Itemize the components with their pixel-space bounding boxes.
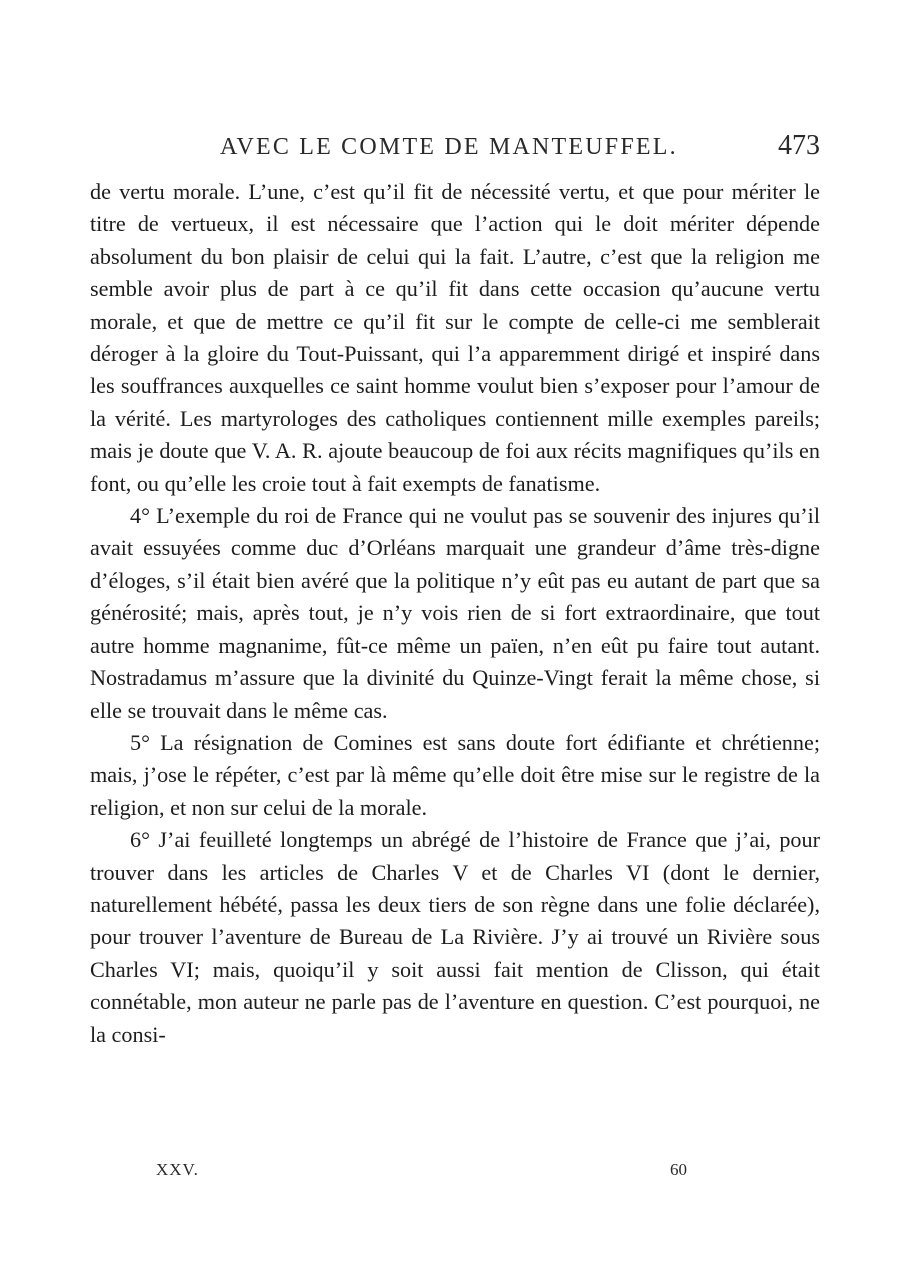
running-title: AVEC LE COMTE DE MANTEUFFEL. bbox=[220, 134, 678, 160]
paragraph-point-6: 6° J’ai feuilleté longtemps un abrégé de l’histoire de France que j’ai, pour trouver dans les articles de Charles V et de Charles VI (dont le dernier, naturellement hébété, passa les deux tiers de son règne dans une folie déclarée), pour trouver l’aventure de Bureau de La Rivière. J’y ai trouvé un Rivière sous Charles VI; mais, quoiqu’il y soit aussi fait mention de Clisson, qui était connétable, mon auteur ne parle pas de l’aventure en question. C’est pourquoi, ne la consi- bbox=[90, 827, 820, 1047]
paragraph-continuation: de vertu morale. L’une, c’est qu’il fit de nécessité vertu, et que pour mériter le titre de vertueux, il est nécessaire que l’action qui le doit mériter dépende absolument du bon plaisir de celui qui la fait. L’autre, c’est que la religion me semble avoir plus de part à ce qu’il fit dans cette occasion qu’aucune vertu morale, et que de mettre ce qu’il fit sur le compte de celle-ci me semblerait déroger à la gloire du Tout-Puissant, qui l’a apparemment dirigé et inspiré dans les souffrances auxquelles ce saint homme voulut bien s’exposer pour l’amour de la vérité. Les martyrologes des catholiques contiennent mille exemples pareils; mais je doute que V. A. R. ajoute beaucoup de foi aux récits magnifiques qu’ils en font, ou qu’elle les croie tout à fait exempts de fanatisme. bbox=[90, 179, 820, 496]
sheet-number: 60 bbox=[670, 1160, 687, 1179]
paragraph-point-4: 4° L’exemple du roi de France qui ne voulut pas se souvenir des injures qu’il avait essuyées comme duc d’Orléans marquait une grandeur d’âme très-digne d’éloges, s’il était bien avéré que la politique n’y eût pas eu autant de part que sa générosité; mais, après tout, je n’y vois rien de si fort extraordinaire, que tout autre homme magnanime, fût-ce même un païen, n’en eût pu faire tout autant. Nostradamus m’assure que la divinité du Quinze-Vingt ferait la même chose, si elle se trouvait dans le même cas. bbox=[90, 503, 820, 723]
paragraph-point-5: 5° La résignation de Comines est sans doute fort édifiante et chrétienne; mais, j’ose le répéter, c’est par là même qu’elle doit être mise sur le registre de la religion, et non sur celui de la morale. bbox=[90, 729, 820, 820]
running-head bbox=[90, 128, 820, 168]
signature-mark: XXV. bbox=[156, 1160, 199, 1179]
page-number: 473 bbox=[778, 130, 820, 161]
body-text bbox=[90, 176, 820, 1051]
page-footer bbox=[90, 1160, 820, 1190]
